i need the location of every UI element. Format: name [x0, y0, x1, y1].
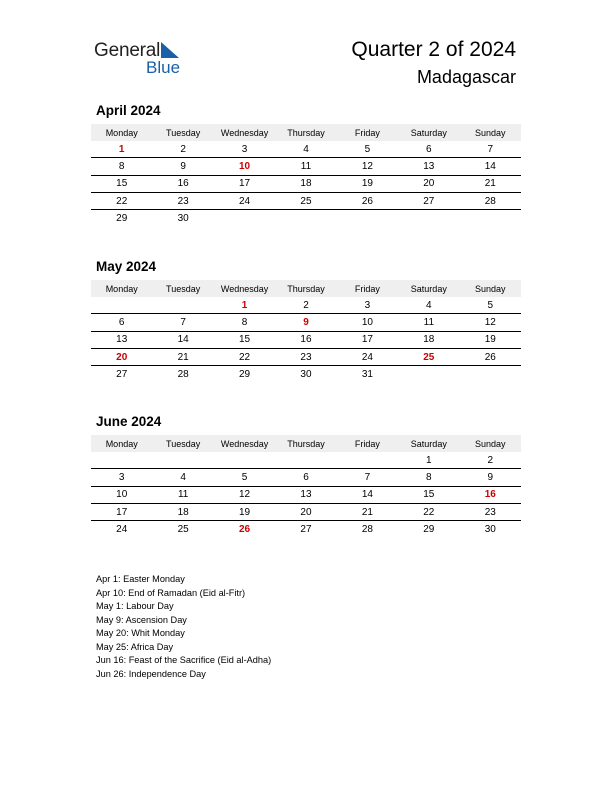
weekday-header: Saturday	[398, 124, 459, 141]
day-cell: 2	[460, 452, 521, 469]
day-cell: 7	[152, 314, 213, 331]
day-cell: 17	[214, 175, 275, 192]
day-cell: 14	[337, 486, 398, 503]
day-cell	[460, 210, 521, 227]
day-cell	[275, 452, 336, 469]
weekday-header: Tuesday	[152, 280, 213, 297]
day-cell: 22	[214, 348, 275, 365]
day-cell: 16	[152, 175, 213, 192]
day-cell: 8	[214, 314, 275, 331]
country-name: Madagascar	[416, 67, 516, 87]
day-cell	[337, 210, 398, 227]
day-cell: 18	[275, 175, 336, 192]
day-cell: 3	[91, 469, 152, 486]
week-row	[91, 210, 521, 227]
holiday-list	[96, 573, 271, 681]
weekday-header: Wednesday	[214, 435, 275, 452]
month-title: May 2024	[96, 259, 157, 274]
day-cell: 28	[361, 523, 373, 535]
day-cell: 20	[398, 175, 459, 192]
holiday-item: May 9: Ascension Day	[96, 614, 187, 625]
day-cell: 14	[152, 331, 213, 348]
day-cell: 27	[116, 368, 128, 380]
day-cell: 7	[337, 469, 398, 486]
day-cell: 17	[91, 503, 152, 520]
day-cell: 29	[423, 523, 435, 535]
day-cell: 28	[460, 192, 521, 209]
day-cell: 12	[460, 314, 521, 331]
day-cell: 12	[337, 158, 398, 175]
day-cell: 2	[152, 141, 213, 158]
day-cell: 1	[398, 452, 459, 469]
day-cell: 20	[275, 503, 336, 520]
page-title: Quarter 2 of 2024	[351, 38, 516, 61]
day-cell: 2	[275, 297, 336, 314]
week-row	[91, 331, 521, 348]
weekday-header: Sunday	[460, 435, 521, 452]
day-cell: 9	[275, 314, 336, 331]
weekday-header: Thursday	[275, 280, 336, 297]
week-row	[91, 192, 521, 209]
day-cell: 23	[460, 503, 521, 520]
week-row	[91, 348, 521, 365]
holiday-item: Jun 16: Feast of the Sacrifice (Eid al-Adha)	[96, 655, 272, 665]
day-cell: 15	[398, 486, 459, 503]
day-cell: 11	[152, 486, 213, 503]
day-cell	[91, 297, 152, 314]
weekday-header: Friday	[337, 280, 398, 297]
day-cell: 21	[460, 175, 521, 192]
day-cell: 11	[398, 314, 459, 331]
day-cell: 19	[460, 331, 521, 348]
day-cell: 22	[398, 503, 459, 520]
day-cell: 4	[398, 297, 459, 314]
week-row	[91, 486, 521, 503]
week-row	[91, 469, 521, 486]
weekday-header: Friday	[337, 124, 398, 141]
day-cell: 6	[91, 314, 152, 331]
weekday-header: Sunday	[460, 280, 521, 297]
day-cell	[214, 210, 275, 227]
day-cell: 13	[91, 331, 152, 348]
week-row	[91, 297, 521, 314]
day-cell: 25	[275, 192, 336, 209]
day-cell: 18	[398, 331, 459, 348]
month-june	[91, 414, 521, 537]
day-cell: 4	[152, 469, 213, 486]
day-cell: 26	[238, 523, 251, 535]
day-cell	[152, 452, 213, 469]
day-cell: 21	[152, 348, 213, 365]
day-cell: 9	[460, 469, 521, 486]
day-cell: 29	[116, 212, 128, 224]
day-cell: 23	[275, 348, 336, 365]
day-cell: 5	[214, 469, 275, 486]
day-cell: 10	[337, 314, 398, 331]
holiday-item: Apr 1: Easter Monday	[96, 574, 185, 584]
holiday-item: Jun 26: Independence Day	[96, 668, 206, 679]
week-row	[91, 452, 521, 469]
day-cell: 11	[275, 158, 336, 175]
day-cell: 1	[91, 141, 152, 158]
month-title: June 2024	[96, 414, 162, 429]
day-cell: 19	[337, 175, 398, 192]
day-cell: 12	[214, 486, 275, 503]
weekday-header: Saturday	[398, 280, 459, 297]
day-cell: 27	[300, 523, 312, 535]
day-cell	[275, 210, 336, 227]
day-cell: 3	[214, 141, 275, 158]
holiday-item: May 20: Whit Monday	[96, 628, 185, 638]
weekday-header: Saturday	[398, 435, 459, 452]
day-cell: 26	[337, 192, 398, 209]
day-cell: 19	[214, 503, 275, 520]
weekday-header: Monday	[91, 435, 152, 452]
week-row	[91, 314, 521, 331]
day-cell: 30	[300, 368, 312, 380]
day-cell: 23	[152, 192, 213, 209]
weekday-header: Monday	[91, 124, 152, 141]
day-cell: 24	[214, 192, 275, 209]
day-cell: 25	[398, 348, 459, 365]
day-cell: 21	[337, 503, 398, 520]
week-row	[91, 366, 521, 383]
calendar-table	[91, 280, 521, 382]
day-cell: 24	[337, 348, 398, 365]
day-cell: 15	[214, 331, 275, 348]
day-cell	[460, 366, 521, 383]
logo-general-text: General	[94, 40, 161, 61]
day-cell: 8	[91, 158, 152, 175]
day-cell: 10	[214, 158, 275, 175]
generalblue-logo	[94, 40, 194, 80]
day-cell: 28	[177, 368, 189, 380]
day-cell: 7	[460, 141, 521, 158]
weekday-header: Monday	[91, 280, 152, 297]
day-cell	[91, 452, 152, 469]
weekday-header: Sunday	[460, 124, 521, 141]
day-cell: 6	[275, 469, 336, 486]
week-row	[91, 175, 521, 192]
month-may	[91, 259, 521, 382]
day-cell	[398, 210, 459, 227]
holiday-item: Apr 10: End of Ramadan (Eid al-Fitr)	[96, 587, 246, 598]
day-cell	[337, 452, 398, 469]
day-cell: 24	[116, 523, 128, 535]
calendar-table	[91, 435, 521, 537]
day-cell: 30	[177, 212, 189, 224]
holiday-item: May 1: Labour Day	[96, 601, 174, 611]
weekday-header: Friday	[337, 435, 398, 452]
day-cell: 16	[460, 486, 521, 503]
day-cell: 31	[361, 368, 373, 380]
day-cell: 1	[214, 297, 275, 314]
weekday-header: Wednesday	[214, 280, 275, 297]
day-cell: 5	[460, 297, 521, 314]
day-cell: 8	[398, 469, 459, 486]
calendar-table	[91, 124, 521, 226]
week-row	[91, 158, 521, 175]
logo-blue-text: Blue	[146, 58, 181, 77]
day-cell: 18	[152, 503, 213, 520]
day-cell: 22	[91, 192, 152, 209]
day-cell: 15	[91, 175, 152, 192]
weekday-header: Tuesday	[152, 124, 213, 141]
weekday-header: Tuesday	[152, 435, 213, 452]
day-cell	[214, 452, 275, 469]
day-cell: 16	[275, 331, 336, 348]
day-cell: 9	[152, 158, 213, 175]
day-cell: 13	[275, 486, 336, 503]
day-cell: 13	[398, 158, 459, 175]
day-cell: 17	[337, 331, 398, 348]
week-row	[91, 521, 521, 538]
day-cell: 14	[460, 158, 521, 175]
day-cell: 10	[91, 486, 152, 503]
day-cell: 3	[337, 297, 398, 314]
weekday-header: Thursday	[275, 435, 336, 452]
week-row	[91, 503, 521, 520]
day-cell	[152, 297, 213, 314]
day-cell: 6	[398, 141, 459, 158]
month-title: April 2024	[96, 103, 161, 118]
day-cell: 26	[460, 348, 521, 365]
day-cell: 29	[238, 368, 251, 380]
day-cell: 27	[398, 192, 459, 209]
holiday-item: May 25: Africa Day	[96, 641, 174, 652]
day-cell: 25	[177, 523, 189, 535]
day-cell	[398, 366, 459, 383]
day-cell: 20	[91, 348, 152, 365]
day-cell: 5	[337, 141, 398, 158]
day-cell: 30	[484, 523, 496, 535]
week-row	[91, 141, 521, 158]
month-april	[91, 103, 521, 226]
weekday-header: Thursday	[275, 124, 336, 141]
weekday-header: Wednesday	[214, 124, 275, 141]
day-cell: 4	[275, 141, 336, 158]
